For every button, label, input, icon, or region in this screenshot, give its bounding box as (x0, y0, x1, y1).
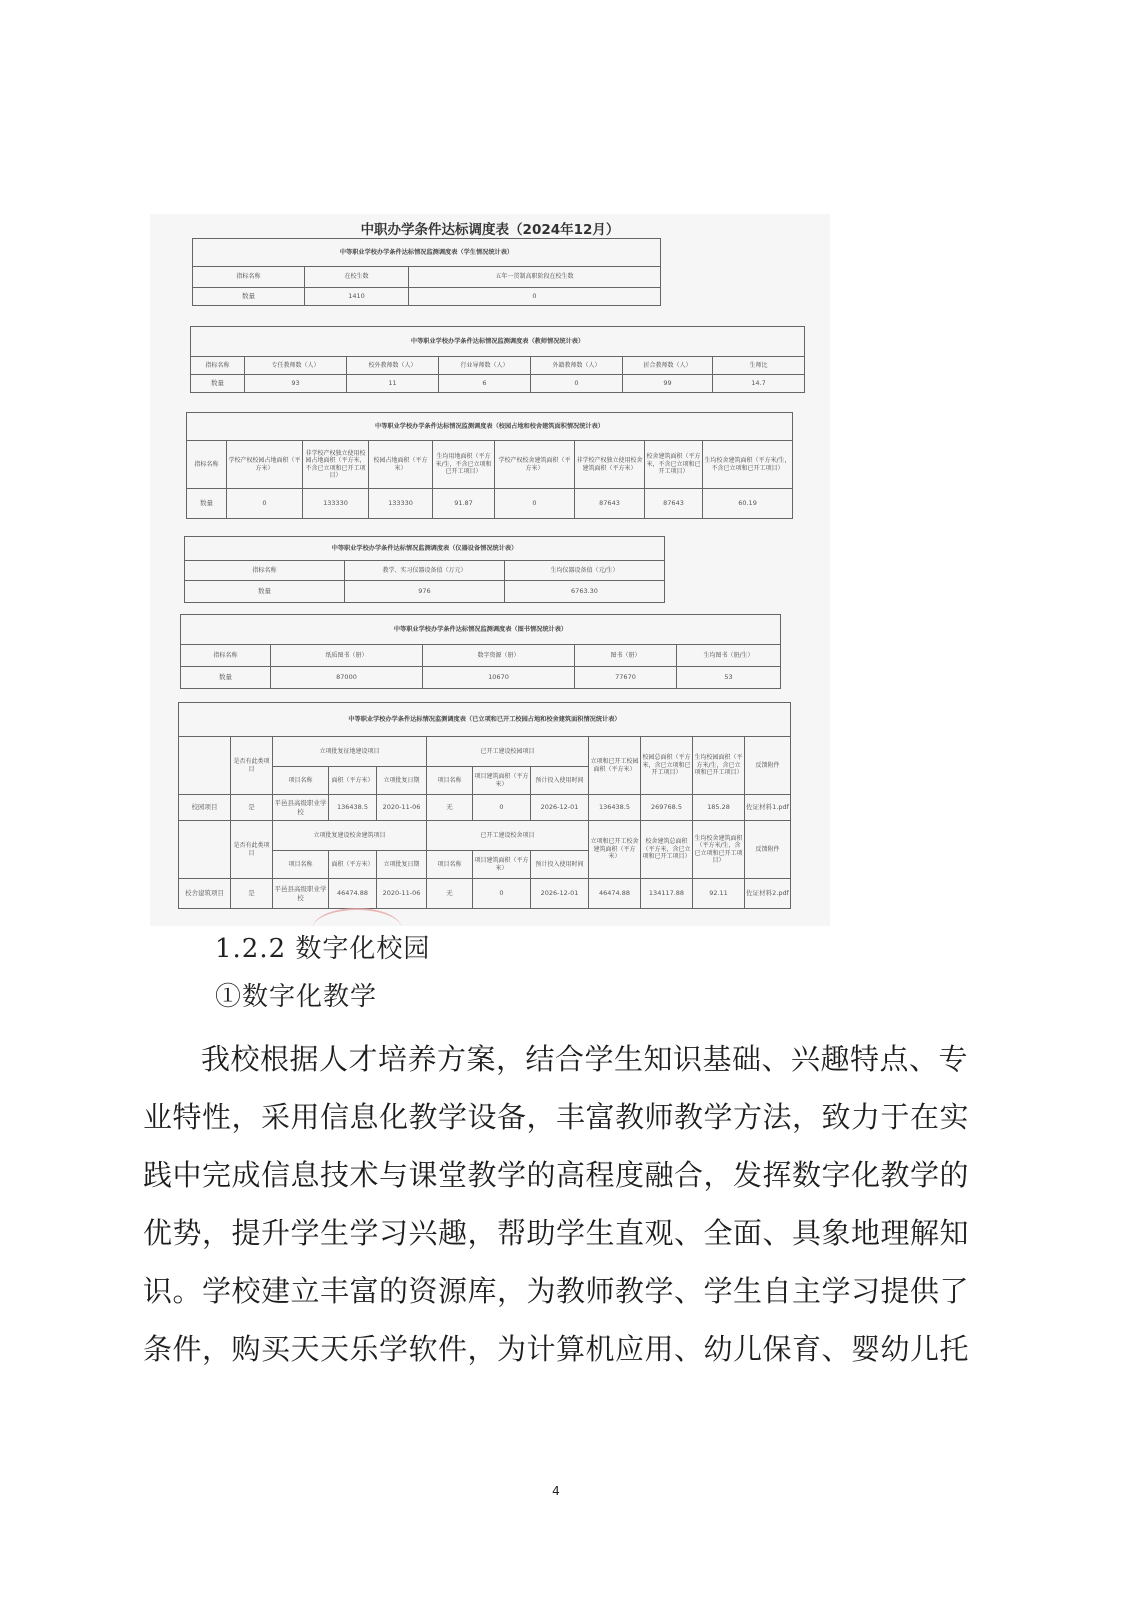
table-cell: 136438.5 (329, 795, 377, 821)
table-cell: 数量 (191, 375, 245, 393)
table-header: 校舍建筑面积（平方米，不含已立项和已开工项目） (645, 441, 703, 489)
book-table (180, 614, 781, 689)
table-header: 指标名称 (187, 441, 227, 489)
table-cell: 佐证材料1.pdf (745, 795, 791, 821)
table-cell: 10670 (423, 667, 575, 689)
table-header: 项目名称 (427, 767, 473, 795)
table-header: 折合教师数（人） (623, 357, 713, 375)
red-stamp-mark (312, 908, 402, 926)
table-cell: 平邑县高级职业学校 (273, 879, 329, 909)
table-header: 已开工建设校舍项目 (427, 821, 589, 851)
table-cell: 11 (347, 375, 439, 393)
table-header: 生均仪器设备值（元/生） (505, 561, 665, 581)
table-header: 预计投入使用时间 (531, 767, 589, 795)
table-caption: 中等职业学校办学条件达标情况监测调度表（已立项和已开工校园占地和校舍建筑面积情况统计表） (179, 703, 791, 737)
table-header: 立项批复征地建设项目 (273, 737, 427, 767)
table-header: 指标名称 (193, 267, 305, 288)
page-number: 4 (552, 1484, 560, 1498)
table-cell: 136438.5 (589, 795, 641, 821)
table-cell: 0 (409, 288, 661, 306)
scan-title: 中职办学条件达标调度表（2024年12月） (360, 222, 620, 238)
table-header: 校外教师数（人） (347, 357, 439, 375)
project-table (178, 702, 791, 909)
table-cell: 校舍建筑项目 (179, 879, 231, 909)
table-cell (179, 737, 231, 795)
table-header: 生均校园面积（平方米/生，含已立项和已开工项目） (693, 737, 745, 795)
table-cell: 53 (677, 667, 781, 689)
body-paragraph (143, 1030, 969, 1378)
table-header: 反馈附件 (745, 821, 791, 879)
table-header: 生均用地面积（平方米/生，不含已立项和已开工项目） (433, 441, 495, 489)
table-cell: 数量 (187, 489, 227, 519)
table-header: 是否有此类项目 (231, 737, 273, 795)
equipment-table (184, 536, 665, 603)
table-cell: 无 (427, 879, 473, 909)
table-cell: 2026-12-01 (531, 795, 589, 821)
table-cell: 数量 (181, 667, 271, 689)
table-header: 指标名称 (191, 357, 245, 375)
table-cell: 0 (227, 489, 303, 519)
table-header: 专任教师数（人） (245, 357, 347, 375)
table-header: 指标名称 (185, 561, 345, 581)
table-caption: 中等职业学校办学条件达标情况监测调度表（图书情况统计表） (181, 615, 781, 645)
table-caption: 中等职业学校办学条件达标情况监测调度表（校园占地和校舍建筑面积情况统计表） (187, 413, 793, 441)
table-header: 面积（平方米） (329, 767, 377, 795)
table-cell: 87643 (645, 489, 703, 519)
table-cell: 0 (495, 489, 575, 519)
table-caption: 中等职业学校办学条件达标情况监测调度表（教师情况统计表） (191, 327, 805, 357)
paragraph-line: 优势，提升学生学习兴趣，帮助学生直观、全面、具象地理解知 (143, 1216, 970, 1250)
table-header: 立项批复建设校舍建筑项目 (273, 821, 427, 851)
table-header: 生均校舍建筑面积（平方米/生，不含已立项和已开工项目） (703, 441, 793, 489)
area-table (186, 412, 793, 519)
table-header: 外籍教师数（人） (531, 357, 623, 375)
table-cell: 2026-12-01 (531, 879, 589, 909)
table-header: 立项和已开工校园面积（平方米） (589, 737, 641, 795)
table-cell: 93 (245, 375, 347, 393)
paragraph-line: 我校根据人才培养方案，结合学生知识基础、兴趣特点、专 (201, 1042, 969, 1076)
table-header: 项目名称 (273, 767, 329, 795)
table-cell: 269768.5 (641, 795, 693, 821)
table-cell: 134117.88 (641, 879, 693, 909)
table-header: 非学校产权独立使用校舍建筑面积（平方米） (575, 441, 645, 489)
table-cell: 185.28 (693, 795, 745, 821)
table-header: 项目建筑面积（平方米） (473, 851, 531, 879)
table-cell: 87643 (575, 489, 645, 519)
table-header: 学校产权校园占地面积（平方米） (227, 441, 303, 489)
table-header: 在校生数 (305, 267, 409, 288)
table-header: 五年一贯制高职阶段在校生数 (409, 267, 661, 288)
table-caption: 中等职业学校办学条件达标情况监测调度表（学生情况统计表） (193, 239, 661, 267)
table-header: 图书（册） (575, 645, 677, 667)
table-header: 立项批复日期 (377, 767, 427, 795)
table-cell: 数量 (193, 288, 305, 306)
table-header: 立项批复日期 (377, 851, 427, 879)
paragraph-line: 条件，购买天天乐学软件，为计算机应用、幼儿保育、婴幼儿托 (143, 1332, 970, 1366)
subsection-heading: ①数字化教学 (215, 982, 378, 1012)
table-cell: 133330 (303, 489, 369, 519)
paragraph-line: 识。学校建立丰富的资源库，为教师教学、学生自主学习提供了 (143, 1274, 970, 1308)
table-header: 反馈附件 (745, 737, 791, 795)
table-header: 已开工建设校园项目 (427, 737, 589, 767)
table-header: 立项和已开工校舍建筑面积（平方米） (589, 821, 641, 879)
table-header: 预计投入使用时间 (531, 851, 589, 879)
table-header: 面积（平方米） (329, 851, 377, 879)
table-cell: 133330 (369, 489, 433, 519)
table-header: 生均校舍建筑面积（平方米/生，含已立项和已开工项目） (693, 821, 745, 879)
table-header: 校舍建筑总面积（平方米，含已立项和已开工项目） (641, 821, 693, 879)
table-cell: 2020-11-06 (377, 879, 427, 909)
table-cell: 是 (231, 879, 273, 909)
table-cell: 99 (623, 375, 713, 393)
paragraph-line: 践中完成信息技术与课堂教学的高程度融合，发挥数字化教学的 (143, 1158, 970, 1192)
table-cell: 6763.30 (505, 581, 665, 603)
table-cell: 46474.88 (329, 879, 377, 909)
table-header: 是否有此类项目 (231, 821, 273, 879)
table-cell: 0 (531, 375, 623, 393)
table-cell: 46474.88 (589, 879, 641, 909)
table-header: 学校产权校舍建筑面积（平方米） (495, 441, 575, 489)
table-cell: 无 (427, 795, 473, 821)
table-cell (179, 821, 231, 879)
table-header: 数字资源（册） (423, 645, 575, 667)
table-header: 指标名称 (181, 645, 271, 667)
paragraph-line: 业特性，采用信息化教学设备，丰富教师教学方法，致力于在实 (143, 1100, 970, 1134)
table-cell: 0 (473, 795, 531, 821)
section-heading: 1.2.2 数字化校园 (215, 934, 431, 964)
student-table (192, 238, 661, 306)
table-header: 项目名称 (273, 851, 329, 879)
table-header: 项目名称 (427, 851, 473, 879)
table-cell: 平邑县高级职业学校 (273, 795, 329, 821)
table-cell: 数量 (185, 581, 345, 603)
table-cell: 0 (473, 879, 531, 909)
table-cell: 91.87 (433, 489, 495, 519)
table-cell: 92.11 (693, 879, 745, 909)
table-cell: 14.7 (713, 375, 805, 393)
teacher-table (190, 326, 805, 393)
table-cell: 60.19 (703, 489, 793, 519)
table-header: 校园占地面积（平方米） (369, 441, 433, 489)
table-cell: 6 (439, 375, 531, 393)
table-header: 生师比 (713, 357, 805, 375)
table-header: 校园总面积（平方米，含已立项和已开工项目） (641, 737, 693, 795)
scanned-table-image (150, 214, 830, 926)
table-cell: 87000 (271, 667, 423, 689)
table-caption: 中等职业学校办学条件达标情况监测调度表（仪器设备情况统计表） (185, 537, 665, 561)
table-cell: 佐证材料2.pdf (745, 879, 791, 909)
table-header: 纸质图书（册） (271, 645, 423, 667)
table-header: 行业导师数（人） (439, 357, 531, 375)
table-cell: 是 (231, 795, 273, 821)
table-header: 非学校产权独立使用校园占地面积（平方米，不含已立项和已开工项目） (303, 441, 369, 489)
table-cell: 976 (345, 581, 505, 603)
table-cell: 77670 (575, 667, 677, 689)
table-header: 项目建筑面积（平方米） (473, 767, 531, 795)
table-cell: 1410 (305, 288, 409, 306)
table-header: 生均图书（册/生） (677, 645, 781, 667)
table-cell: 校园项目 (179, 795, 231, 821)
table-header: 教学、实习仪器设备值（万元） (345, 561, 505, 581)
table-cell: 2020-11-06 (377, 795, 427, 821)
